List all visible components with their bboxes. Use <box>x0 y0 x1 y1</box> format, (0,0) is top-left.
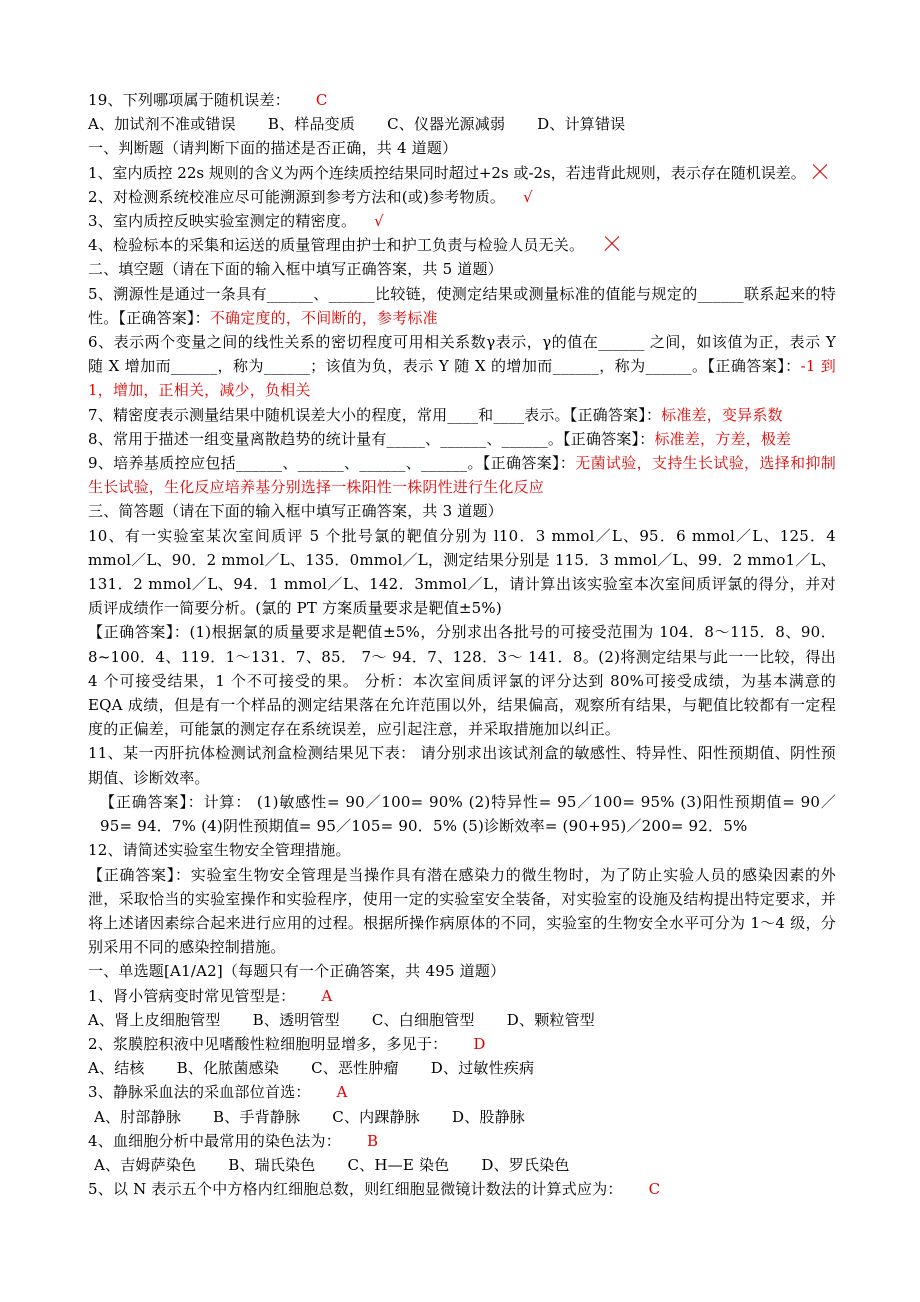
single-question-2: 2、浆膜腔积液中见嗜酸性粒细胞明显增多，多见于： D <box>88 1034 486 1053</box>
fill-question-8: 8、常用于描述一组变量离散趋势的统计量有_____、______、______。【正确答案】：标准差，方差，极差 <box>88 429 792 448</box>
short-answer-11: 【正确答案】：计算： (1)敏感性= 90／100= 90% (2)特异性= 95／100= 95% (3)阳性预期值= 90／95= 94．7% (4)阴性预期值= 95／105= 90．5% (5)诊断效率= (90+95)／200= 92．5% <box>100 792 836 836</box>
section-heading-judge: 一、判断题（请判断下面的描述是否正确，共 4 道题） <box>88 139 458 158</box>
correct-answer: 无菌试验，支持生长试验，选择和抑制生长试验，生化反应培养基分别选择一株阳性一株阴性进行生化反应 <box>88 454 836 497</box>
single-options-4: A、吉姆萨染色 B、瑞氏染色 C、H—E 染色 D、罗氏染色 <box>94 1155 570 1174</box>
judge-item-1: 1、室内质控 22s 规则的含义为两个连续质控结果同时超过+2s 或-2s，若违背此规则，表示存在随机误差。 <box>88 161 836 185</box>
short-answer-10: 【正确答案】：(1)根据氯的质量要求是靶值±5%，分别求出各批号的可接受范围为 104．8～115．8、90．8~100．4、119．1～131．7、85． 7～ 94．7、128．3～ 141．8。(2)将测定结果与此一一比较，得出 4 个可接受结果，1 个不可接受的果。 分析：本次室间质评氯的评分达到 80%可接受成绩，为基本满意的 EQA 成绩，但是有一个样品的测定结果落在允许范围以外，结果偏高，观察所有结果，与靶值比较都有一定程度的正偏差，可能氯的测定存在系统误差，应引起注意，并采取措施加以纠正。 <box>88 623 836 739</box>
short-answer-12: 【正确答案】：实验室生物安全管理是当操作具有潜在感染力的微生物时，为了防止实验人员的感染因素的外泄，采取恰当的实验室操作和实验程序，使用一定的实验室安全装备，对实验室的设施及结构提出特定要求，并将上述诸因素综合起来进行应用的过程。根据所操作病原体的不同，实验室的生物安全水平可分为 1～4 级，分别采用不同的感染控制措施。 <box>88 865 836 957</box>
answer-letter: C <box>315 91 328 109</box>
judge-item-3: 3、室内质控反映实验室测定的精密度。 √ <box>88 212 384 231</box>
wrong-icon <box>604 236 620 252</box>
short-question-11: 11、某一丙肝抗体检测试剂盒检测结果见下表： 请分别求出该试剂盒的敏感性、特异性、阳性预期值、阴性预期值、诊断效率。 <box>88 744 836 787</box>
judge-item-2: 2、对检测系统校准应尽可能溯源到参考方法和(或)参考物质。 √ <box>88 187 533 206</box>
short-question-10: 10、有一实验室某次室间质评 5 个批号氯的靶值分别为 l10．3 mmol／L、95．6 mmol／L、125．4 mmol／L、90．2 mmol／L、135．0mmol／L，测定结果分别是 115．3 mmol／L、99．2 mmo1／L、131．2 mmol／L、94．1 mmol／L、142．3mmol／L，请计算出该实验室本次室间质评氯的得分，并对质评成绩作一简要分析。(氯的 PT 方案质量要求是靶值±5%) <box>88 526 836 618</box>
fill-question-5: 5、溯源性是通过一条具有______、______比较链，使测定结果或测量标准的值能与规定的______联系起来的特性。【正确答案】：不确定度的，不间断的，参考标准 <box>88 284 836 327</box>
answer-letter: C <box>648 1180 661 1199</box>
check-mark: √ <box>374 212 384 231</box>
single-options-3: A、肘部静脉 B、手背静脉 C、内踝静脉 D、股静脉 <box>94 1107 525 1126</box>
option-a: A、加试剂不准或错误 <box>88 115 236 134</box>
correct-answer: -1 到 1，增加，正相关，减少，负相关 <box>88 357 837 400</box>
question-19: 19、下列哪项属于随机误差： C <box>88 91 328 109</box>
single-question-4: 4、血细胞分析中最常用的染色法为： B <box>88 1131 379 1150</box>
document-page <box>88 88 836 1201</box>
answer-letter: B <box>366 1131 379 1150</box>
option-c: C、仪器光源减弱 <box>387 115 506 134</box>
answer-letter: A <box>321 986 333 1005</box>
single-question-3: 3、静脉采血法的采血部位首选： A <box>88 1083 348 1102</box>
wrong-icon <box>812 164 828 180</box>
fill-question-6: 6、表示两个变量之间的线性关系的密切程度可用相关系数γ表示，γ的值在______ 之间，如该值为正，表示 Y 随 X 增加而______，称为______；该值为负，表示 Y 随 X 的增加而______，称为______。【正确答案】：-1 到 1，增加，正相关，减少，负相关 <box>88 333 837 400</box>
answer-letter: A <box>336 1083 348 1102</box>
options-19 <box>88 112 836 136</box>
fill-question-9: 9、培养基质控应包括______、______、______、______。【正确答案】：无菌试验，支持生长试验，选择和抑制生长试验，生化反应培养基分别选择一株阳性一株阴性进行生化反应 <box>88 454 836 497</box>
single-question-5: 5、以 N 表示五个中方格内红细胞总数，则红细胞显微镜计数法的计算式应为： C <box>88 1180 661 1199</box>
check-mark: √ <box>523 187 533 206</box>
short-question-12: 12、请简述实验室生物安全管理措施。 <box>88 841 351 860</box>
correct-answer: 标准差，变异系数 <box>661 405 783 424</box>
correct-answer: 标准差，方差，极差 <box>654 429 792 448</box>
single-options-1: A、肾上皮细胞管型 B、透明管型 C、白细胞管型 D、颗粒管型 <box>88 1010 595 1029</box>
single-options-2: A、结核 B、化脓菌感染 C、恶性肿瘤 D、过敏性疾病 <box>88 1059 535 1078</box>
section-heading-fill: 二、填空题（请在下面的输入框中填写正确答案，共 5 道题） <box>88 260 503 279</box>
section-heading-single: 一、单选题[A1/A2]（每题只有一个正确答案，共 495 道题） <box>88 962 506 981</box>
fill-question-7: 7、精密度表示测量结果中随机误差大小的程度，常用____和____表示。【正确答案】：标准差，变异系数 <box>88 405 783 424</box>
single-question-1: 1、肾小管病变时常见管型是： A <box>88 986 333 1005</box>
section-heading-short: 三、简答题（请在下面的输入框中填写正确答案，共 3 道题） <box>88 502 503 521</box>
answer-letter: D <box>473 1034 486 1053</box>
option-d: D、计算错误 <box>537 115 626 134</box>
option-b: B、样品变质 <box>267 115 356 134</box>
correct-answer: 不确定度的，不间断的，参考标准 <box>209 308 438 327</box>
judge-item-4: 4、检验标本的采集和运送的质量管理由护士和护工负责与检验人员无关。 <box>88 233 836 257</box>
